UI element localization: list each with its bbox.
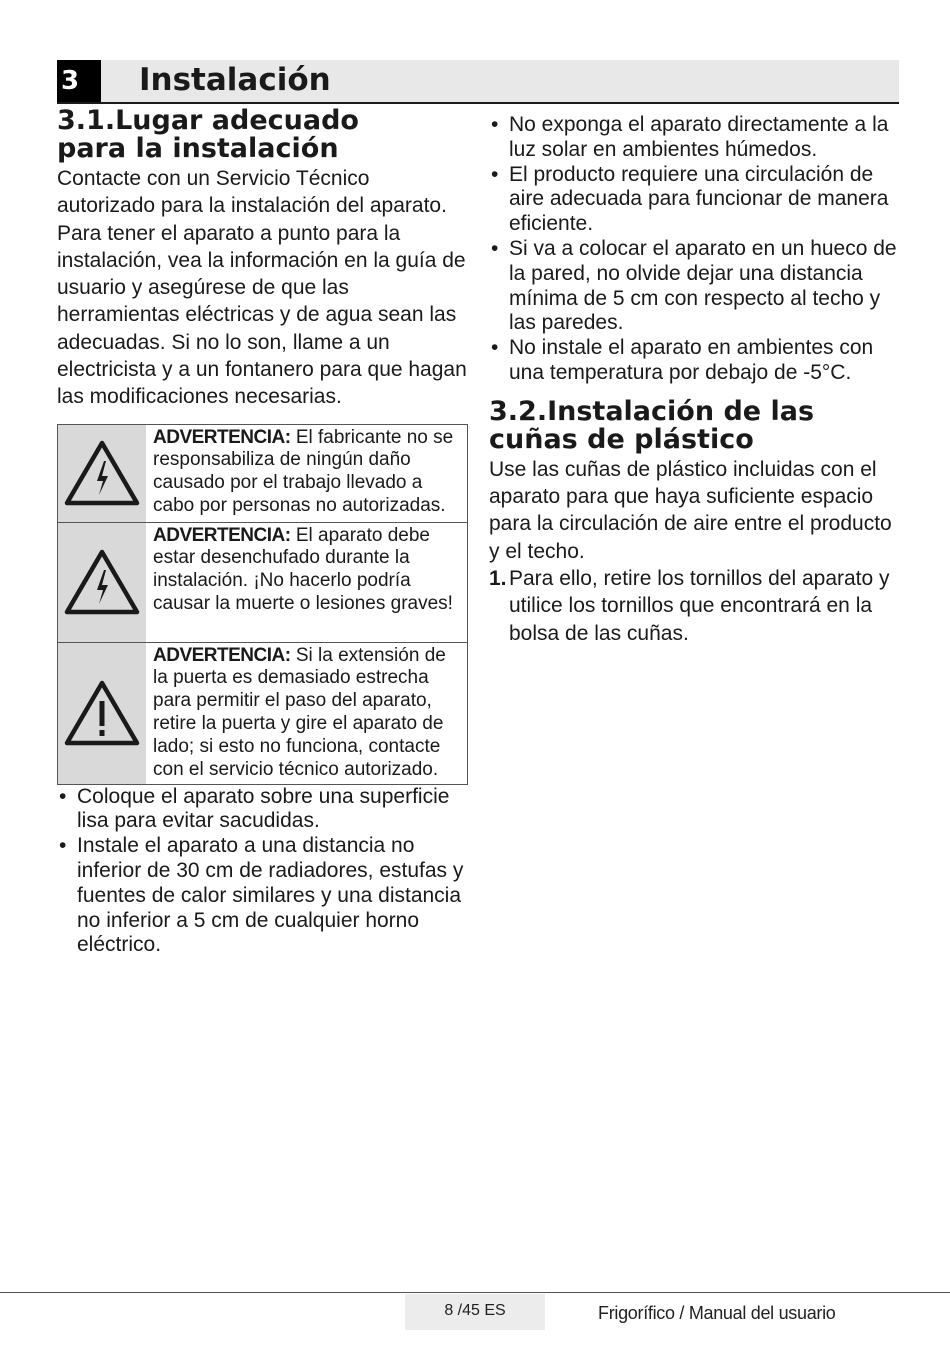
warning-icon-cell <box>58 425 146 522</box>
step-number: 1. <box>489 566 507 590</box>
list-item: • No instale el aparato en ambientes con una temperatura por debajo de -5°C. <box>489 336 901 386</box>
warning-body: El fabricante no se responsabiliza de ningún daño causado por el trabajo llevado a cabo por personas no autorizadas. <box>153 426 454 517</box>
step-text: Para ello, retire los tornillos del aparato y utilice los tornillos que encontrará en la bolsa de las cuñas. <box>509 566 890 645</box>
warning-text <box>146 425 467 522</box>
warning-text <box>146 643 467 784</box>
footer-title: Frigorífico / Manual del usuario <box>598 1303 836 1323</box>
section-heading <box>489 395 901 455</box>
section-heading-line: cuñas de plástico <box>489 423 754 455</box>
section-heading-line: 3.2.Instalación de las <box>489 395 815 427</box>
right-column <box>489 113 901 647</box>
warning-icon-cell <box>58 523 146 642</box>
section-intro: Use las cuñas de plástico incluidas con el aparato para que haya suficiente espacio para la circulación de aire entre el producto y el techo. <box>489 457 892 563</box>
warning-body: El aparato debe estar desenchufado durante la instalación. ¡No hacerlo podría causar la muerte o lesiones graves! <box>153 524 453 615</box>
footer-divider <box>0 1292 950 1293</box>
electric-hazard-icon <box>63 548 141 616</box>
chapter-header <box>57 60 899 104</box>
section-intro: Contacte con un Servicio Técnico autorizado para la instalación del aparato. Para tener el aparato a punto para la instalación, vea la información en la guía de usuario y asegúrese de que las herramientas eléctricas y de agua sean las adecuadas. Si no lo son, llame a un electricista y a un fontanero para que hagan las modificaciones necesarias. <box>57 167 467 409</box>
warning-body: Si la extensión de la puerta es demasiado estrecha para permitir el paso del aparato, retire la puerta y gire el aparato de lado; si esto no funciona, contacte con el servicio técnico autorizado. <box>153 644 446 780</box>
numbered-list <box>489 565 901 647</box>
list-item: • No exponga el aparato directamente a la luz solar en ambientes húmedos. <box>489 113 901 163</box>
electric-hazard-icon <box>63 439 141 507</box>
section-heading-line: para la instalación <box>57 133 339 164</box>
page-number: 8 /45 ES <box>405 1294 545 1330</box>
warning-row <box>58 425 467 522</box>
warning-icon-cell <box>58 643 146 784</box>
left-column <box>57 107 469 958</box>
list-item <box>489 565 901 647</box>
warning-label: ADVERTENCIA: <box>153 426 291 448</box>
warning-row <box>58 522 467 642</box>
warning-text <box>146 523 467 642</box>
bullet-list <box>57 785 469 959</box>
bullet-list <box>489 113 901 386</box>
list-item: • Si va a colocar el aparato en un hueco de la pared, no olvide dejar una distancia mínima de 5 cm con respecto al techo y las paredes. <box>489 237 901 336</box>
section-heading <box>57 107 469 163</box>
chapter-number: 3 <box>57 60 101 102</box>
list-item: • Instale el aparato a una distancia no inferior de 30 cm de radiadores, estufas y fuentes de calor similares y una distancia no inferior a 5 cm de cualquier horno eléctrico. <box>57 834 469 958</box>
section-heading-line: 3.1.Lugar adecuado <box>57 105 359 136</box>
warning-exclamation-icon <box>63 679 141 747</box>
warning-row <box>58 642 467 784</box>
chapter-title: Instalación <box>139 62 331 98</box>
list-item: • Coloque el aparato sobre una superficie lisa para evitar sacudidas. <box>57 785 469 835</box>
warning-label: ADVERTENCIA: <box>153 644 291 666</box>
warning-label: ADVERTENCIA: <box>153 524 291 546</box>
warnings-table <box>57 424 468 785</box>
list-item: • El producto requiere una circulación de aire adecuada para funcionar de manera eficiente. <box>489 163 901 237</box>
